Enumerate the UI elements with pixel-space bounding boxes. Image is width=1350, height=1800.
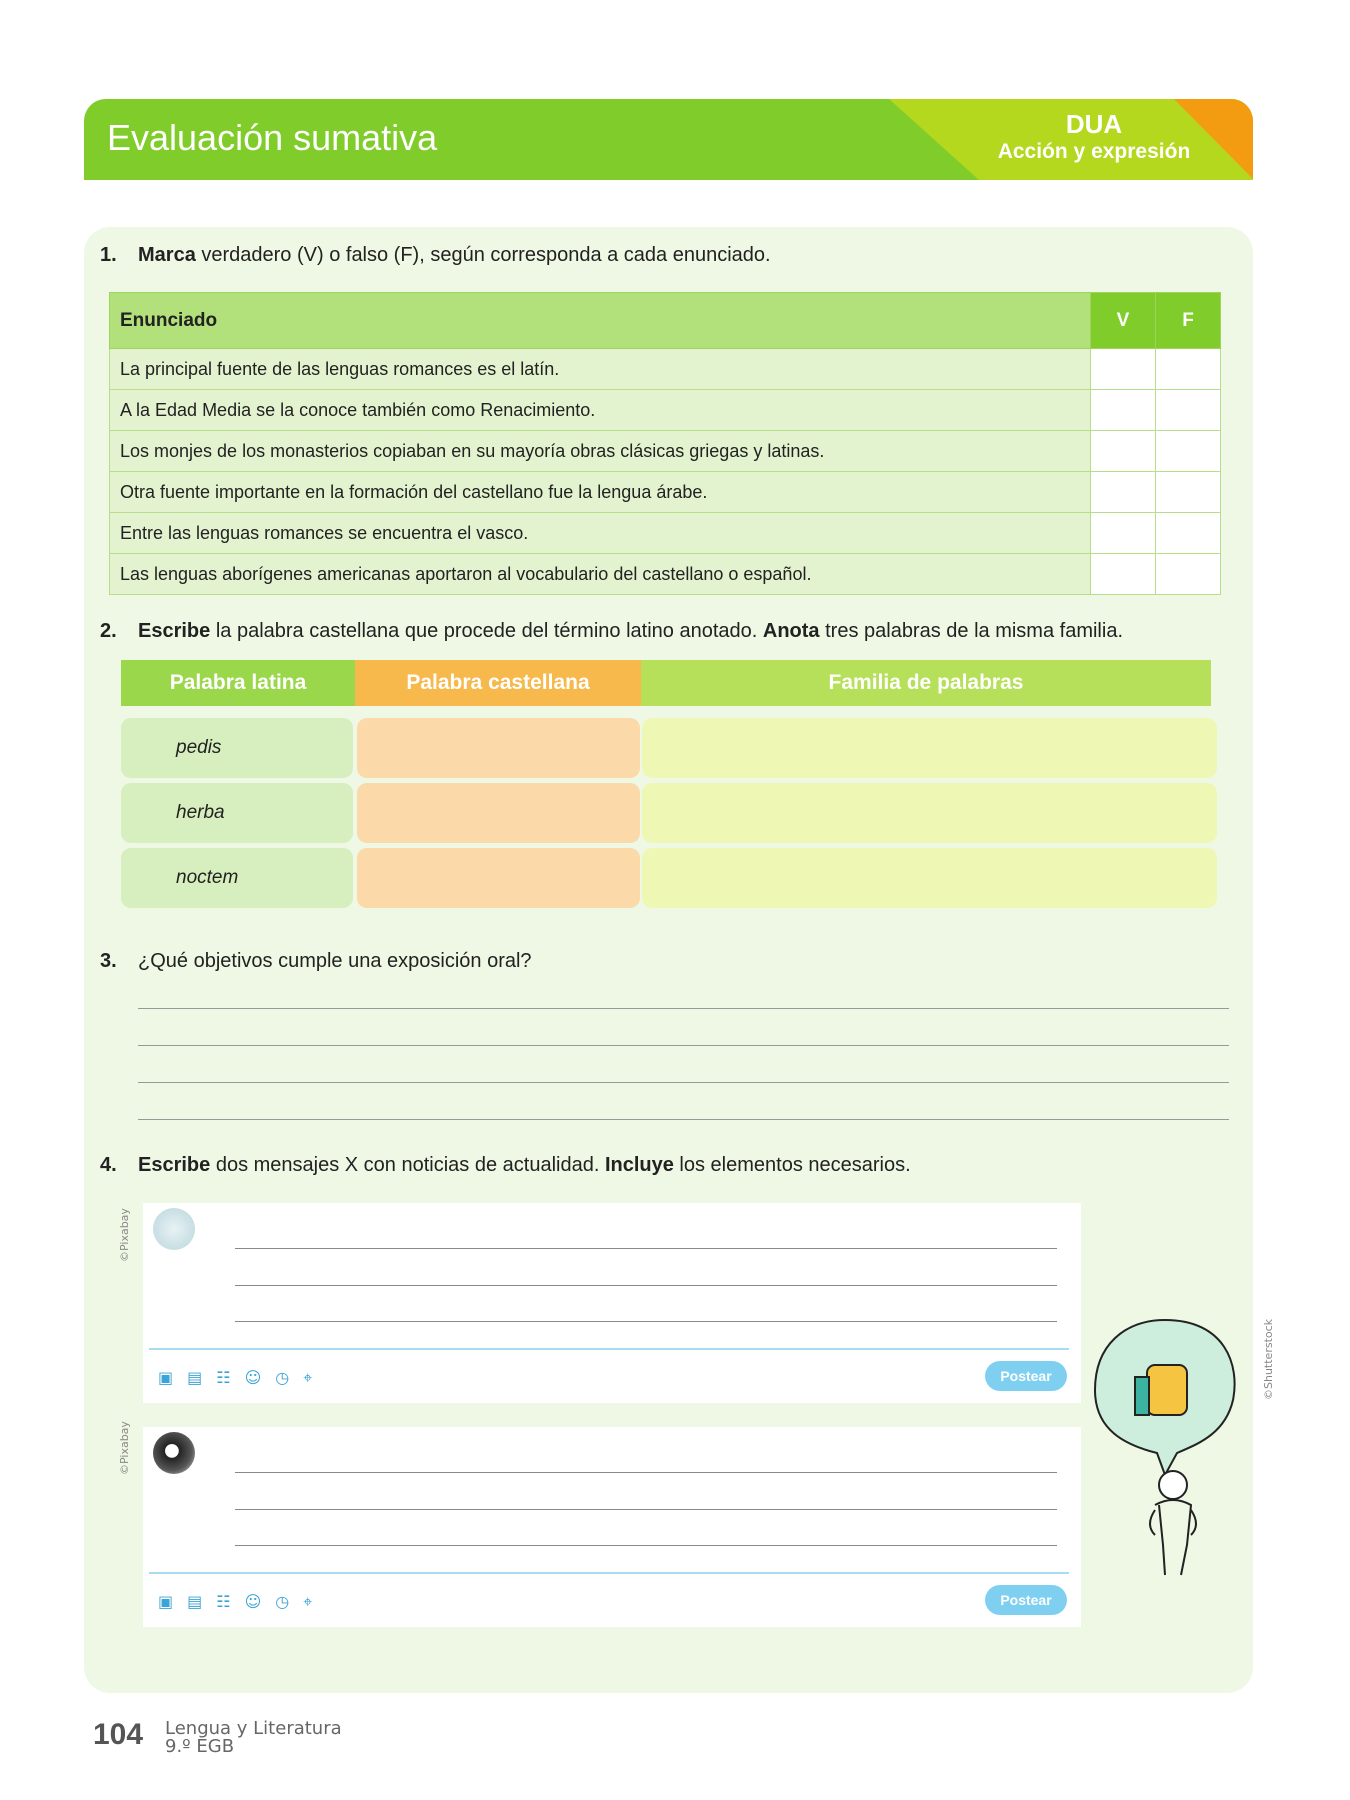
image-credit: ©Pixabay [118,1208,131,1262]
question-4 [100,1154,911,1177]
v-cell[interactable] [1091,431,1156,472]
question-number: 4. [100,1154,117,1176]
instruction-verb: Escribe [138,620,211,642]
castellana-input[interactable] [357,718,640,778]
castellana-input[interactable] [357,783,640,843]
poll-icon[interactable]: ☷ [216,1368,231,1387]
f-cell[interactable] [1156,349,1221,390]
latin-word: herba [121,783,353,843]
statement: Otra fuente importante en la formación del castellano fue la lengua árabe. [110,472,1091,513]
footer-subject [165,1720,342,1756]
emoji-icon[interactable]: ☺ [244,1368,262,1387]
table-row [110,513,1221,554]
statement: Entre las lenguas romances se encuentra el vasco. [110,513,1091,554]
image-credit: ©Shutterstock [1262,1318,1275,1400]
familia-input[interactable] [642,848,1217,908]
statement: A la Edad Media se la conoce también como Renacimiento. [110,390,1091,431]
instruction-text: verdadero (V) o falso (F), según corresponda a cada enunciado. [195,244,771,266]
avatar-tree [153,1208,195,1250]
write-line[interactable] [235,1545,1057,1546]
true-false-table [109,292,1221,595]
familia-input[interactable] [642,718,1217,778]
instruction-verb: Anota [762,620,820,642]
f-cell[interactable] [1156,513,1221,554]
question-2 [100,620,1123,643]
table-row [110,554,1221,595]
answer-line[interactable] [138,1008,1229,1009]
write-line[interactable] [235,1472,1057,1473]
answer-line[interactable] [138,1045,1229,1046]
dua-title: DUA [1065,109,1123,139]
header-familia: Familia de palabras [641,660,1211,706]
section-header [84,99,1253,180]
statement: Los monjes de los monasterios copiaban en su mayoría obras clásicas griegas y latinas. [110,431,1091,472]
f-cell[interactable] [1156,472,1221,513]
v-cell[interactable] [1091,390,1156,431]
post-button[interactable]: Postear [985,1585,1067,1615]
gif-icon[interactable]: ▤ [187,1368,203,1387]
header-enunciado: Enunciado [110,293,1091,349]
header-palabra-castellana: Palabra castellana [355,660,641,706]
question-text: ¿Qué objetivos cumple una exposición oral? [138,950,532,972]
familia-input[interactable] [642,783,1217,843]
table-row [110,390,1221,431]
latin-word: pedis [121,718,353,778]
page-number: 104 [93,1718,144,1751]
f-cell[interactable] [1156,431,1221,472]
answer-line[interactable] [138,1119,1229,1120]
castellana-input[interactable] [357,848,640,908]
statement: La principal fuente de las lenguas romances es el latín. [110,349,1091,390]
instruction-text: la palabra castellana que procede del término latino anotado. [210,620,763,642]
latin-word: noctem [121,848,353,908]
table-row [110,431,1221,472]
question-number: 3. [100,950,117,972]
answer-line[interactable] [138,1082,1229,1083]
subject: Lengua y Literatura [165,1718,342,1739]
question-3 [100,950,532,973]
question-number: 1. [100,244,117,266]
header-palabra-latina: Palabra latina [121,660,355,706]
instruction-text: dos mensajes X con noticias de actualidad. [210,1154,605,1176]
statement: Las lenguas aborígenes americanas aportaron al vocabulario del castellano o español. [110,554,1091,595]
thumbs-up-illustration [1085,1315,1245,1585]
question-number: 2. [100,620,117,642]
v-cell[interactable] [1091,554,1156,595]
header-f: F [1156,293,1221,349]
dua-label [954,109,1234,164]
write-line[interactable] [235,1509,1057,1510]
divider [149,1572,1069,1574]
image-icon[interactable]: ▣ [158,1592,174,1611]
header-v: V [1091,293,1156,349]
v-cell[interactable] [1091,472,1156,513]
v-cell[interactable] [1091,513,1156,554]
dua-subtitle: Acción y expresión [997,140,1191,163]
table-row [110,472,1221,513]
write-line[interactable] [235,1248,1057,1249]
question-1 [100,244,771,267]
write-line[interactable] [235,1285,1057,1286]
write-line[interactable] [235,1321,1057,1322]
location-icon[interactable]: ⌖ [303,1592,313,1611]
avatar-soccer-ball [153,1432,195,1474]
post-button[interactable]: Postear [985,1361,1067,1391]
schedule-icon[interactable]: ◷ [275,1592,290,1611]
location-icon[interactable]: ⌖ [303,1368,313,1387]
composer-toolbar [158,1368,312,1388]
instruction-text: tres palabras de la misma familia. [819,620,1123,642]
instruction-text: los elementos necesarios. [673,1154,911,1176]
divider [149,1348,1069,1350]
page-title: Evaluación sumativa [107,117,438,158]
schedule-icon[interactable]: ◷ [275,1368,290,1387]
f-cell[interactable] [1156,390,1221,431]
x-post-composer [143,1203,1081,1403]
x-post-composer [143,1427,1081,1627]
instruction-verb: Escribe [138,1154,211,1176]
instruction-verb: Marca [138,244,196,266]
poll-icon[interactable]: ☷ [216,1592,231,1611]
composer-toolbar [158,1592,312,1612]
image-credit: ©Pixabay [118,1421,131,1475]
gif-icon[interactable]: ▤ [187,1592,203,1611]
v-cell[interactable] [1091,349,1156,390]
image-icon[interactable]: ▣ [158,1368,174,1387]
grade: 9.º EGB [165,1736,235,1757]
table-row [110,349,1221,390]
instruction-verb: Incluye [604,1154,674,1176]
f-cell[interactable] [1156,554,1221,595]
emoji-icon[interactable]: ☺ [244,1592,262,1611]
